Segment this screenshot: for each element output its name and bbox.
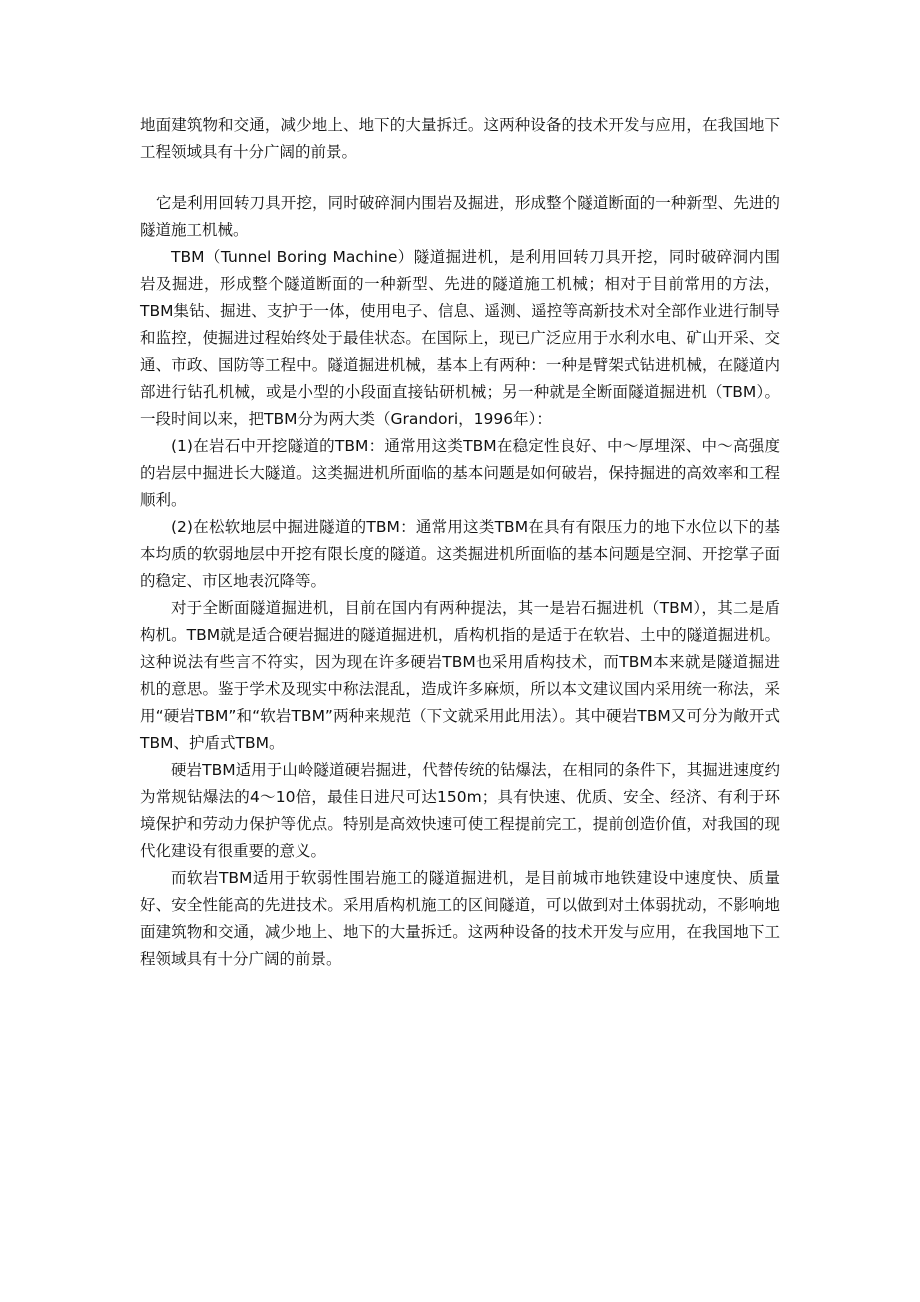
paragraph: 硬岩TBM适用于山岭隧道硬岩掘进，代替传统的钻爆法，在相同的条件下，其掘进速度约为常规钻爆法的4～10倍，最佳日进尺可达150m；具有快速、优质、安全、经济、有利于环境保护和劳动力保护等优点。特别是高效快速可使工程提前完工，提前创造价值，对我国的现代化建设有很重要的意义。 — [140, 761, 780, 860]
paragraph: 而软岩TBM适用于软弱性围岩施工的隧道掘进机，是目前城市地铁建设中速度快、质量好、安全性能高的先进技术。采用盾构机施工的区间隧道，可以做到对土体弱扰动，不影响地面建筑物和交通，减少地上、地下的大量拆迁。这两种设备的技术开发与应用，在我国地下工程领域具有十分广阔的前景。 — [140, 869, 780, 968]
top-paragraph-block — [140, 112, 780, 166]
paragraph: TBM（Tunnel Boring Machine）隧道掘进机，是利用回转刀具开挖，同时破碎洞内围岩及掘进，形成整个隧道断面的一种新型、先进的隧道施工机械；相对于目前常用的方法，TBM集钻、掘进、支护于一体，使用电子、信息、遥测、遥控等高新技术对全部作业进行制导和监控，使掘进过程始终处于最佳状态。在国际上，现已广泛应用于水利水电、矿山开采、交通、市政、国防等工程中。隧道掘进机械，基本上有两种：一种是臂架式钻进机械，在隧道内部进行钻孔机械，或是小型的小段面直接钻研机械；另一种就是全断面隧道掘进机（TBM）。一段时间以来，把TBM分为两大类（Grandori，1996年）： — [140, 248, 780, 428]
paragraph: (1)在岩石中开挖隧道的TBM：通常用这类TBM在稳定性良好、中～厚埋深、中～高强度的岩层中掘进长大隧道。这类掘进机所面临的基本问题是如何破岩，保持掘进的高效率和工程顺利。 — [140, 437, 780, 509]
paragraph: 地面建筑物和交通，减少地上、地下的大量拆迁。这两种设备的技术开发与应用，在我国地下工程领域具有十分广阔的前景。 — [140, 116, 780, 161]
paragraph: 对于全断面隧道掘进机，目前在国内有两种提法，其一是岩石掘进机（TBM），其二是盾构机。TBM就是适合硬岩掘进的隧道掘进机，盾构机指的是适于在软岩、土中的隧道掘进机。这种说法有些言不符实，因为现在许多硬岩TBM也采用盾构技术，而TBM本来就是隧道掘进机的意思。鉴于学术及现实中称法混乱，造成许多麻烦，所以本文建议国内采用统一称法，采用“硬岩TBM”和“软岩TBM”两种来规范（下文就采用此用法）。其中硬岩TBM又可分为敞开式TBM、护盾式TBM。 — [140, 599, 780, 752]
paragraph: (2)在松软地层中掘进隧道的TBM：通常用这类TBM在具有有限压力的地下水位以下的基本均质的软弱地层中开挖有限长度的隧道。这类掘进机所面临的基本问题是空洞、开挖掌子面的稳定、市区地表沉降等。 — [140, 518, 780, 590]
body-paragraph-block — [140, 190, 780, 973]
paragraph: 它是利用回转刀具开挖，同时破碎洞内围岩及掘进，形成整个隧道断面的一种新型、先进的隧道施工机械。 — [140, 194, 780, 239]
